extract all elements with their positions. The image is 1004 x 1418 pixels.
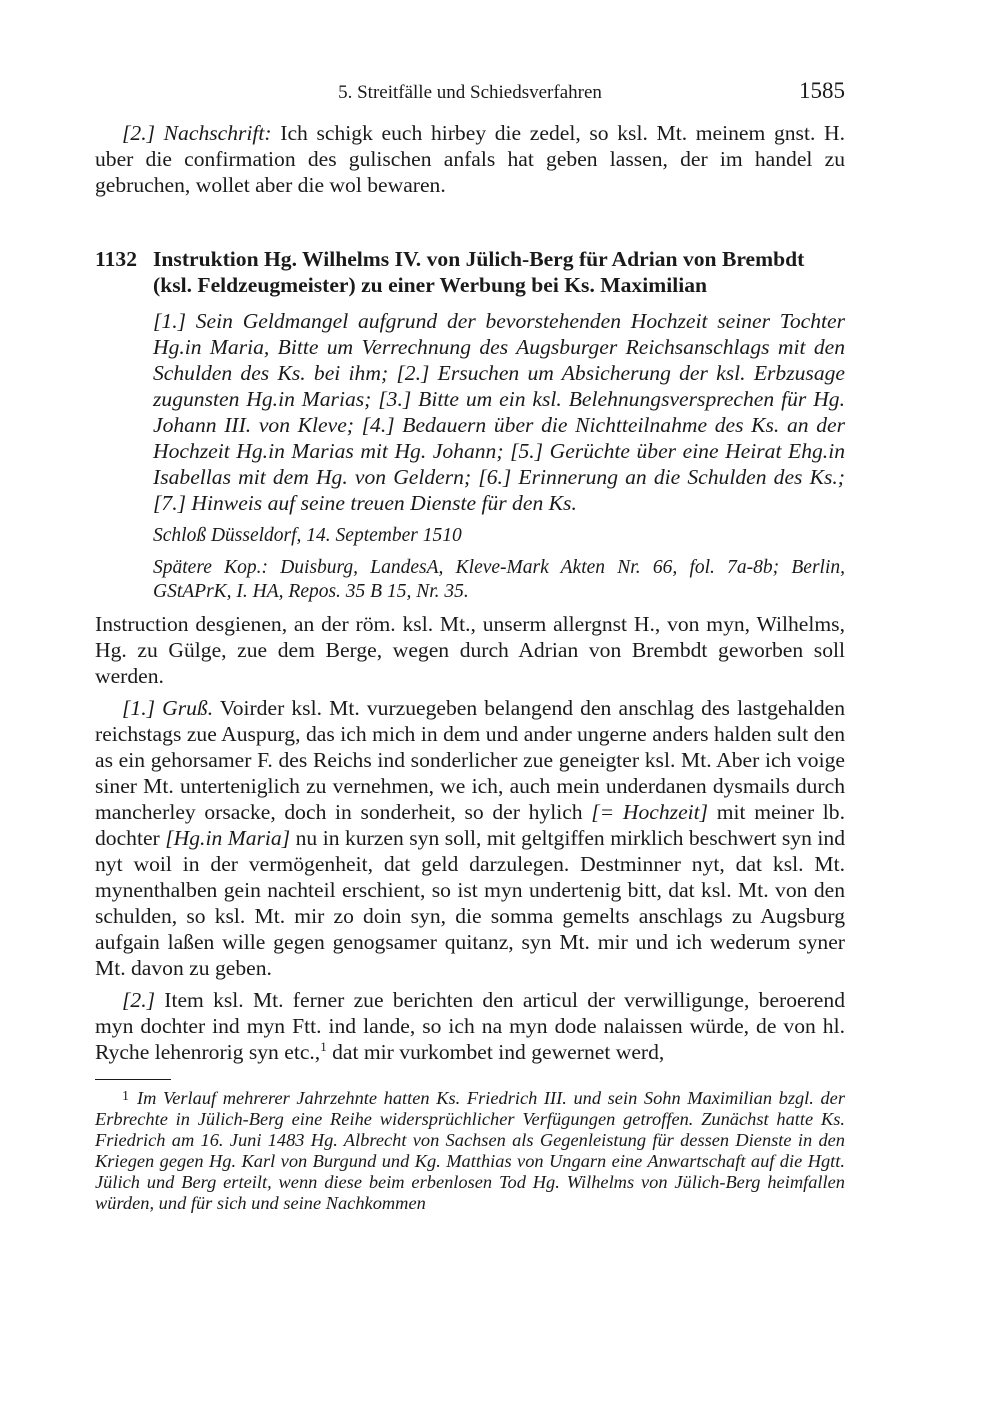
paragraph-1 [95, 695, 845, 981]
paragraph-1-text-b: mit meiner lb. dochter [95, 800, 846, 850]
paragraph-2-text-b: dat mir vurkombet ind gewernet werd, [326, 1040, 665, 1064]
instruction-paragraph: Instruction desgienen, an der röm. ksl. Mt., unserm allergnst H., von myn, Wilhelms, Hg. zu Gülge, zue dem Berge, wegen durch Adrian von Brembdt geworben soll werden. [95, 612, 845, 688]
document-heading [95, 246, 845, 298]
footnote-text: Im Verlauf mehrerer Jahrzehnte hatten Ks. Friedrich III. und sein Sohn Maximilian bzgl. der Erbrechte in Jülich-Berg eine Reihe widersprüchlicher Verfügungen getroffen. Zunächst hatte Ks. Friedrich am 16. Juni 1483 Hg. Albrecht von Sachsen als Gegenleistung für dessen Dienste in den Kriegen gegen Hg. Karl von Burgund und Kg. Matthias von Ungarn eine Anwartschaft auf die Hgtt. Jülich und Berg erteilt, wenn diese beim erbenlosen Tod Hg. Wilhelms von Jülich-Berg heimfallen würden, und für sich und seine Nachkommen [95, 1088, 845, 1213]
paragraph-2 [95, 987, 845, 1065]
nachschrift-text: Ich schigk euch hirbey die zedel, so ksl. Mt. meinem gnst. H. uber die confirmation des gulischen anfals hat geben lassen, der im handel zu gebruchen, wollet aber die wol bewaren. [95, 121, 845, 197]
paragraph-1-text-a: Voirder ksl. Mt. vurzuegeben belangend den anschlag des lastgehalden reichstags zue Auspurg, das ich mich in dem und ander ungerne anders halden sult den as ein gehorsamer F. des Reichs ind sonderlicher zue geneigter ksl. Mt. Aber ich voige siner Mt. unterteniglich zu vernehmen, we ich, auch mein underdanen dysmails durch mancherley orsacke, doch in sonderheit, so der hylich [95, 696, 846, 824]
page-number: 1585 [799, 78, 845, 103]
editorial-note-maria: [Hg.in Maria] [165, 826, 291, 850]
footnote-mark: 1 [122, 1089, 129, 1104]
place-date: Schloß Düsseldorf, 14. September 1510 [153, 525, 462, 546]
footnote-divider [95, 1079, 171, 1080]
footnote-1 [95, 1086, 845, 1214]
paragraph-1-text-c: nu in kurzen syn soll, mit geltgiffen mirklich beschwert syn ind nyt woil in der vermögenheit, dat geld darzulegen. Destminner nyt, dat ksl. Mt. mynenthalben gein nachteil erschient, so ist myn undertenig bitt, dat ksl. Mt. von den schulden, so ksl. Mt. mir zo doin syn, die somma gemelts anschlags zu Augsburg aufgain laßen wille gegen genogsamer quitanz, syn Mt. mir und ich wederum syner Mt. davon zu geben. [95, 826, 845, 980]
nachschrift-paragraph [95, 120, 845, 198]
nachschrift-label: [2.] Nachschrift: [122, 121, 272, 145]
source-note: Spätere Kop.: Duisburg, LandesA, Kleve-Mark Akten Nr. 66, fol. 7a-8b; Berlin, GStAPrK, I. HA, Repos. 35 B 15, Nr. 35. [153, 557, 845, 602]
document-number: 1132 [95, 247, 137, 271]
running-header [95, 78, 845, 108]
document-regest: [1.] Sein Geldmangel aufgrund der bevorstehenden Hochzeit seiner Tochter Hg.in Maria, Bitte um Verrechnung des Augsburger Reichsanschlags mit den Schulden des Ks. bei ihm; [2.] Ersuchen um Absicherung der ksl. Erbzusage zugunsten Hg.in Marias; [3.] Bitte um ein ksl. Belehnungsversprechen für Hg. Johann III. von Kleve; [4.] Bedauern über die Nichtteilnahme des Ks. an der Hochzeit Hg.in Marias mit Hg. Johann; [5.] Gerüchte über eine Heirat Ehg.in Isabellas mit dem Hg. von Geldern; [6.] Erinnerung an die Schulden des Ks.; [7.] Hinweis auf seine treuen Dienste für den Ks. [153, 309, 845, 515]
footnote-reference[interactable]: 1 [320, 1038, 327, 1054]
paragraph-1-label: [1.] Gruß. [122, 696, 214, 720]
running-title: 5. Streitfälle und Schiedsverfahren [338, 82, 602, 103]
paragraph-2-text-a: Item ksl. Mt. ferner zue berichten den articul der verwilligunge, beroerend myn dochter ind myn Ftt. ind lande, so ich na myn dode nalaissen würde, de von hl. Ryche lehenrorig syn etc., [95, 988, 845, 1064]
editorial-note-hochzeit: [= Hochzeit] [591, 800, 709, 824]
document-title: Instruktion Hg. Wilhelms IV. von Jülich-Berg für Adrian von Brembdt (ksl. Feldzeugmeister) zu einer Werbung bei Ks. Maximilian [153, 247, 805, 297]
document-page [95, 78, 845, 1214]
paragraph-2-label: [2.] [122, 988, 156, 1012]
